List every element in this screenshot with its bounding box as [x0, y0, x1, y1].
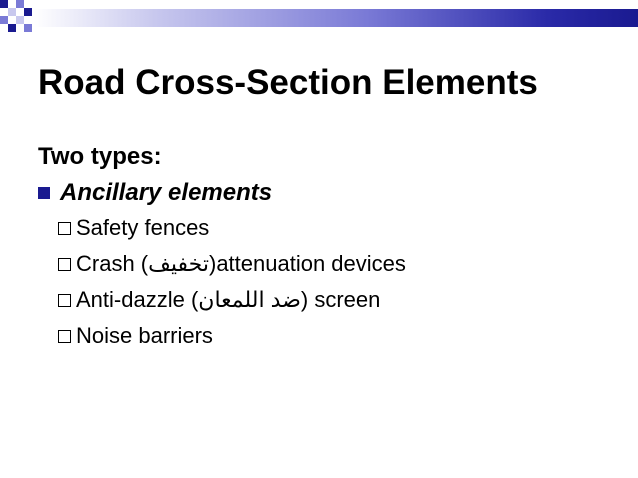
header-decoration: [0, 0, 638, 40]
list-item: [58, 323, 628, 349]
main-bullet: [38, 179, 628, 207]
decor-square: [0, 16, 8, 24]
list-item-label: Safety fences: [76, 215, 210, 240]
intro-text: Two types:: [38, 143, 162, 170]
list-item-label: Anti-dazzle (ضد اللمعان) screen: [76, 287, 381, 312]
hollow-square-bullet-icon: [58, 222, 71, 235]
sub-bullet-list: [38, 215, 628, 349]
decor-square: [0, 0, 8, 8]
hollow-square-bullet-icon: [58, 294, 71, 307]
decor-square: [24, 24, 32, 32]
header-gradient-bar: [34, 9, 638, 27]
list-item: [58, 287, 628, 313]
square-bullet-icon: [38, 187, 50, 199]
decor-square: [16, 16, 24, 24]
decor-square: [16, 0, 24, 8]
list-item: [58, 251, 628, 277]
hollow-square-bullet-icon: [58, 330, 71, 343]
decor-square: [8, 8, 16, 16]
slide-title: Road Cross-Section Elements: [38, 63, 538, 102]
hollow-square-bullet-icon: [58, 258, 71, 271]
decor-square: [24, 8, 32, 16]
main-bullet-label: Ancillary elements: [60, 179, 273, 206]
list-item: [58, 215, 628, 241]
decor-square: [8, 24, 16, 32]
list-item-label: Crash (تخفيف)attenuation devices: [76, 251, 406, 276]
slide-content: [38, 143, 628, 359]
list-item-label: Noise barriers: [76, 323, 213, 348]
